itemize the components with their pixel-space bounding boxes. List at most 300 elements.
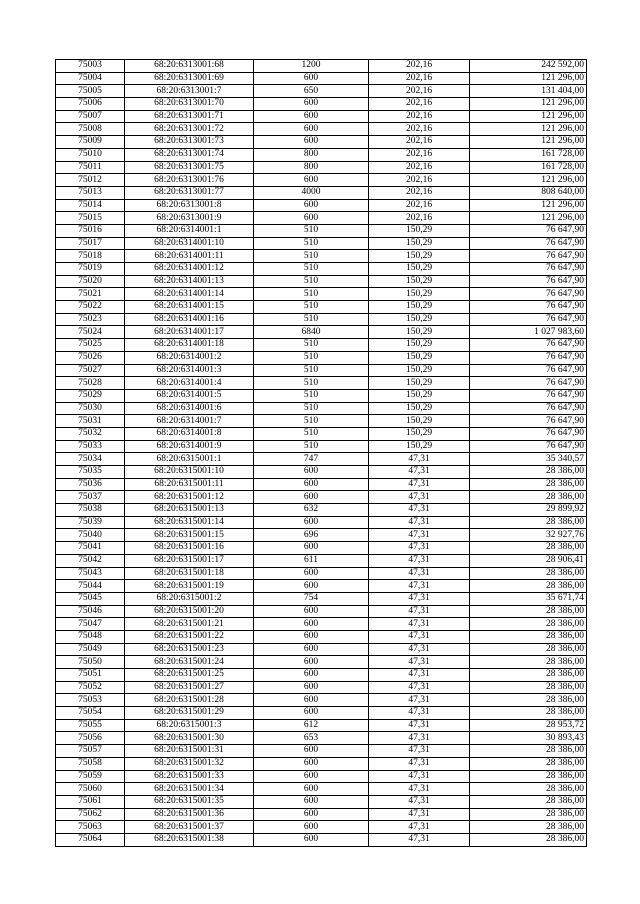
value-cell: 28 386,00 xyxy=(470,783,587,796)
table-row xyxy=(56,453,587,466)
table-row xyxy=(56,745,587,758)
table-row xyxy=(56,148,587,161)
rate-cell: 202,16 xyxy=(369,174,470,187)
rate-cell: 47,31 xyxy=(369,707,470,720)
rate-cell: 47,31 xyxy=(369,656,470,669)
value-cell: 28 386,00 xyxy=(470,491,587,504)
row-number-cell: 75053 xyxy=(56,694,125,707)
area-cell: 600 xyxy=(254,478,369,491)
area-cell: 600 xyxy=(254,656,369,669)
area-cell: 1200 xyxy=(254,60,369,73)
value-cell: 32 927,76 xyxy=(470,529,587,542)
cadastral-number-cell: 68:20:6315001:28 xyxy=(125,694,254,707)
rate-cell: 150,29 xyxy=(369,389,470,402)
table-row xyxy=(56,808,587,821)
value-cell: 131 404,00 xyxy=(470,85,587,98)
cadastral-number-cell: 68:20:6315001:3 xyxy=(125,719,254,732)
area-cell: 510 xyxy=(254,377,369,390)
area-cell: 747 xyxy=(254,453,369,466)
area-cell: 4000 xyxy=(254,186,369,199)
value-cell: 808 640,00 xyxy=(470,186,587,199)
value-cell: 28 386,00 xyxy=(470,466,587,479)
value-cell: 28 386,00 xyxy=(470,605,587,618)
rate-cell: 47,31 xyxy=(369,643,470,656)
value-cell: 121 296,00 xyxy=(470,98,587,111)
rate-cell: 47,31 xyxy=(369,719,470,732)
row-number-cell: 75030 xyxy=(56,402,125,415)
cadastral-number-cell: 68:20:6313001:75 xyxy=(125,161,254,174)
row-number-cell: 75032 xyxy=(56,427,125,440)
area-cell: 510 xyxy=(254,440,369,453)
row-number-cell: 75018 xyxy=(56,250,125,263)
area-cell: 600 xyxy=(254,212,369,225)
area-cell: 600 xyxy=(254,567,369,580)
value-cell: 76 647,90 xyxy=(470,377,587,390)
cadastral-number-cell: 68:20:6314001:3 xyxy=(125,364,254,377)
row-number-cell: 75044 xyxy=(56,580,125,593)
table-row xyxy=(56,72,587,85)
rate-cell: 47,31 xyxy=(369,681,470,694)
row-number-cell: 75043 xyxy=(56,567,125,580)
cadastral-number-cell: 68:20:6315001:18 xyxy=(125,567,254,580)
value-cell: 28 386,00 xyxy=(470,618,587,631)
cadastral-number-cell: 68:20:6315001:19 xyxy=(125,580,254,593)
cadastral-number-cell: 68:20:6315001:20 xyxy=(125,605,254,618)
area-cell: 600 xyxy=(254,110,369,123)
value-cell: 28 386,00 xyxy=(470,694,587,707)
table-row xyxy=(56,275,587,288)
cadastral-number-cell: 68:20:6315001:38 xyxy=(125,833,254,846)
cadastral-number-cell: 68:20:6314001:5 xyxy=(125,389,254,402)
row-number-cell: 75007 xyxy=(56,110,125,123)
table-row xyxy=(56,630,587,643)
cadastral-number-cell: 68:20:6315001:36 xyxy=(125,808,254,821)
row-number-cell: 75004 xyxy=(56,72,125,85)
row-number-cell: 75057 xyxy=(56,745,125,758)
table-row xyxy=(56,618,587,631)
row-number-cell: 75003 xyxy=(56,60,125,73)
value-cell: 121 296,00 xyxy=(470,199,587,212)
cadastral-number-cell: 68:20:6315001:10 xyxy=(125,466,254,479)
row-number-cell: 75036 xyxy=(56,478,125,491)
cadastral-number-cell: 68:20:6314001:1 xyxy=(125,224,254,237)
value-cell: 121 296,00 xyxy=(470,123,587,136)
value-cell: 28 386,00 xyxy=(470,630,587,643)
rate-cell: 150,29 xyxy=(369,224,470,237)
table-row xyxy=(56,770,587,783)
cadastral-number-cell: 68:20:6314001:8 xyxy=(125,427,254,440)
cadastral-number-cell: 68:20:6315001:22 xyxy=(125,630,254,643)
value-cell: 76 647,90 xyxy=(470,339,587,352)
value-cell: 35 671,74 xyxy=(470,592,587,605)
rate-cell: 202,16 xyxy=(369,123,470,136)
table-row xyxy=(56,656,587,669)
cadastral-number-cell: 68:20:6315001:34 xyxy=(125,783,254,796)
area-cell: 510 xyxy=(254,250,369,263)
rate-cell: 150,29 xyxy=(369,339,470,352)
table-row xyxy=(56,98,587,111)
value-cell: 161 728,00 xyxy=(470,148,587,161)
cadastral-number-cell: 68:20:6313001:9 xyxy=(125,212,254,225)
rate-cell: 150,29 xyxy=(369,326,470,339)
area-cell: 800 xyxy=(254,161,369,174)
table-row xyxy=(56,707,587,720)
cadastral-number-cell: 68:20:6315001:29 xyxy=(125,707,254,720)
rate-cell: 47,31 xyxy=(369,592,470,605)
rate-cell: 47,31 xyxy=(369,821,470,834)
row-number-cell: 75012 xyxy=(56,174,125,187)
table-row xyxy=(56,732,587,745)
value-cell: 28 906,41 xyxy=(470,554,587,567)
rate-cell: 47,31 xyxy=(369,618,470,631)
value-cell: 161 728,00 xyxy=(470,161,587,174)
row-number-cell: 75026 xyxy=(56,351,125,364)
table-row xyxy=(56,288,587,301)
row-number-cell: 75037 xyxy=(56,491,125,504)
table-row xyxy=(56,529,587,542)
value-cell: 28 386,00 xyxy=(470,567,587,580)
row-number-cell: 75025 xyxy=(56,339,125,352)
area-cell: 754 xyxy=(254,592,369,605)
value-cell: 76 647,90 xyxy=(470,364,587,377)
row-number-cell: 75016 xyxy=(56,224,125,237)
row-number-cell: 75014 xyxy=(56,199,125,212)
row-number-cell: 75040 xyxy=(56,529,125,542)
value-cell: 28 386,00 xyxy=(470,707,587,720)
value-cell: 28 386,00 xyxy=(470,757,587,770)
area-cell: 600 xyxy=(254,542,369,555)
cadastral-number-cell: 68:20:6315001:16 xyxy=(125,542,254,555)
area-cell: 600 xyxy=(254,808,369,821)
rate-cell: 150,29 xyxy=(369,402,470,415)
cadastral-number-cell: 68:20:6314001:6 xyxy=(125,402,254,415)
rate-cell: 47,31 xyxy=(369,580,470,593)
rate-cell: 47,31 xyxy=(369,529,470,542)
table-row xyxy=(56,186,587,199)
cadastral-number-cell: 68:20:6314001:11 xyxy=(125,250,254,263)
cadastral-number-cell: 68:20:6315001:11 xyxy=(125,478,254,491)
cadastral-number-cell: 68:20:6315001:25 xyxy=(125,669,254,682)
table-row xyxy=(56,833,587,846)
row-number-cell: 75042 xyxy=(56,554,125,567)
land-plot-table xyxy=(55,59,587,847)
rate-cell: 202,16 xyxy=(369,98,470,111)
area-cell: 600 xyxy=(254,199,369,212)
area-cell: 600 xyxy=(254,72,369,85)
row-number-cell: 75031 xyxy=(56,415,125,428)
value-cell: 76 647,90 xyxy=(470,224,587,237)
table-row xyxy=(56,263,587,276)
area-cell: 800 xyxy=(254,148,369,161)
value-cell: 76 647,90 xyxy=(470,275,587,288)
rate-cell: 202,16 xyxy=(369,110,470,123)
table-row xyxy=(56,669,587,682)
cadastral-number-cell: 68:20:6313001:71 xyxy=(125,110,254,123)
cadastral-number-cell: 68:20:6315001:32 xyxy=(125,757,254,770)
area-cell: 510 xyxy=(254,288,369,301)
table-row xyxy=(56,110,587,123)
value-cell: 1 027 983,60 xyxy=(470,326,587,339)
area-cell: 510 xyxy=(254,275,369,288)
value-cell: 28 386,00 xyxy=(470,770,587,783)
row-number-cell: 75048 xyxy=(56,630,125,643)
area-cell: 6840 xyxy=(254,326,369,339)
cadastral-number-cell: 68:20:6315001:15 xyxy=(125,529,254,542)
rate-cell: 47,31 xyxy=(369,783,470,796)
area-cell: 510 xyxy=(254,415,369,428)
cadastral-number-cell: 68:20:6315001:17 xyxy=(125,554,254,567)
area-cell: 600 xyxy=(254,491,369,504)
area-cell: 600 xyxy=(254,833,369,846)
cadastral-number-cell: 68:20:6314001:16 xyxy=(125,313,254,326)
value-cell: 121 296,00 xyxy=(470,72,587,85)
area-cell: 510 xyxy=(254,339,369,352)
table-row xyxy=(56,212,587,225)
area-cell: 510 xyxy=(254,389,369,402)
value-cell: 76 647,90 xyxy=(470,427,587,440)
row-number-cell: 75055 xyxy=(56,719,125,732)
table-row xyxy=(56,389,587,402)
rate-cell: 202,16 xyxy=(369,148,470,161)
area-cell: 510 xyxy=(254,301,369,314)
row-number-cell: 75051 xyxy=(56,669,125,682)
area-cell: 611 xyxy=(254,554,369,567)
rate-cell: 47,31 xyxy=(369,732,470,745)
cadastral-number-cell: 68:20:6315001:30 xyxy=(125,732,254,745)
row-number-cell: 75027 xyxy=(56,364,125,377)
area-cell: 650 xyxy=(254,85,369,98)
value-cell: 76 647,90 xyxy=(470,288,587,301)
row-number-cell: 75029 xyxy=(56,389,125,402)
cadastral-number-cell: 68:20:6314001:14 xyxy=(125,288,254,301)
rate-cell: 47,31 xyxy=(369,694,470,707)
area-cell: 600 xyxy=(254,795,369,808)
cadastral-number-cell: 68:20:6314001:4 xyxy=(125,377,254,390)
area-cell: 600 xyxy=(254,681,369,694)
area-cell: 600 xyxy=(254,745,369,758)
row-number-cell: 75047 xyxy=(56,618,125,631)
table-row xyxy=(56,326,587,339)
table-row xyxy=(56,605,587,618)
table-row xyxy=(56,542,587,555)
row-number-cell: 75039 xyxy=(56,516,125,529)
rate-cell: 150,29 xyxy=(369,313,470,326)
value-cell: 76 647,90 xyxy=(470,263,587,276)
area-cell: 600 xyxy=(254,580,369,593)
rate-cell: 202,16 xyxy=(369,186,470,199)
cadastral-number-cell: 68:20:6314001:18 xyxy=(125,339,254,352)
table-row xyxy=(56,592,587,605)
table-row xyxy=(56,491,587,504)
value-cell: 29 899,92 xyxy=(470,504,587,517)
table-row xyxy=(56,681,587,694)
table-row xyxy=(56,821,587,834)
rate-cell: 47,31 xyxy=(369,795,470,808)
table-row xyxy=(56,301,587,314)
table-row xyxy=(56,580,587,593)
value-cell: 76 647,90 xyxy=(470,250,587,263)
cadastral-number-cell: 68:20:6314001:10 xyxy=(125,237,254,250)
table-row xyxy=(56,60,587,73)
cadastral-number-cell: 68:20:6314001:17 xyxy=(125,326,254,339)
area-cell: 600 xyxy=(254,98,369,111)
rate-cell: 47,31 xyxy=(369,757,470,770)
value-cell: 121 296,00 xyxy=(470,136,587,149)
cadastral-number-cell: 68:20:6314001:15 xyxy=(125,301,254,314)
row-number-cell: 75059 xyxy=(56,770,125,783)
area-cell: 510 xyxy=(254,224,369,237)
area-cell: 600 xyxy=(254,821,369,834)
table-row xyxy=(56,136,587,149)
table-row xyxy=(56,364,587,377)
area-cell: 600 xyxy=(254,630,369,643)
table-row xyxy=(56,466,587,479)
table-row xyxy=(56,85,587,98)
area-cell: 510 xyxy=(254,237,369,250)
area-cell: 600 xyxy=(254,466,369,479)
rate-cell: 202,16 xyxy=(369,161,470,174)
table-row xyxy=(56,250,587,263)
row-number-cell: 75010 xyxy=(56,148,125,161)
area-cell: 510 xyxy=(254,313,369,326)
row-number-cell: 75062 xyxy=(56,808,125,821)
cadastral-number-cell: 68:20:6315001:23 xyxy=(125,643,254,656)
rate-cell: 150,29 xyxy=(369,275,470,288)
value-cell: 28 386,00 xyxy=(470,795,587,808)
rate-cell: 150,29 xyxy=(369,250,470,263)
table-row xyxy=(56,351,587,364)
cadastral-number-cell: 68:20:6315001:35 xyxy=(125,795,254,808)
rate-cell: 202,16 xyxy=(369,199,470,212)
value-cell: 28 386,00 xyxy=(470,745,587,758)
value-cell: 76 647,90 xyxy=(470,440,587,453)
area-cell: 600 xyxy=(254,770,369,783)
row-number-cell: 75017 xyxy=(56,237,125,250)
rate-cell: 202,16 xyxy=(369,72,470,85)
table-row xyxy=(56,415,587,428)
cadastral-number-cell: 68:20:6314001:12 xyxy=(125,263,254,276)
row-number-cell: 75005 xyxy=(56,85,125,98)
row-number-cell: 75024 xyxy=(56,326,125,339)
value-cell: 76 647,90 xyxy=(470,402,587,415)
table-row xyxy=(56,694,587,707)
table-row xyxy=(56,161,587,174)
cadastral-number-cell: 68:20:6315001:13 xyxy=(125,504,254,517)
row-number-cell: 75015 xyxy=(56,212,125,225)
cadastral-number-cell: 68:20:6313001:73 xyxy=(125,136,254,149)
rate-cell: 202,16 xyxy=(369,85,470,98)
value-cell: 30 893,43 xyxy=(470,732,587,745)
area-cell: 600 xyxy=(254,516,369,529)
value-cell: 28 386,00 xyxy=(470,643,587,656)
rate-cell: 47,31 xyxy=(369,605,470,618)
area-cell: 600 xyxy=(254,707,369,720)
table-body xyxy=(56,60,587,847)
row-number-cell: 75008 xyxy=(56,123,125,136)
table-row xyxy=(56,313,587,326)
area-cell: 600 xyxy=(254,643,369,656)
cadastral-number-cell: 68:20:6315001:37 xyxy=(125,821,254,834)
value-cell: 121 296,00 xyxy=(470,174,587,187)
row-number-cell: 75056 xyxy=(56,732,125,745)
area-cell: 510 xyxy=(254,364,369,377)
rate-cell: 202,16 xyxy=(369,60,470,73)
cadastral-number-cell: 68:20:6313001:69 xyxy=(125,72,254,85)
table-row xyxy=(56,719,587,732)
row-number-cell: 75020 xyxy=(56,275,125,288)
cadastral-number-cell: 68:20:6315001:24 xyxy=(125,656,254,669)
cadastral-number-cell: 68:20:6315001:33 xyxy=(125,770,254,783)
row-number-cell: 75022 xyxy=(56,301,125,314)
area-cell: 600 xyxy=(254,618,369,631)
row-number-cell: 75054 xyxy=(56,707,125,720)
cadastral-number-cell: 68:20:6314001:2 xyxy=(125,351,254,364)
table-row xyxy=(56,643,587,656)
value-cell: 28 386,00 xyxy=(470,681,587,694)
area-cell: 600 xyxy=(254,757,369,770)
rate-cell: 47,31 xyxy=(369,808,470,821)
rate-cell: 47,31 xyxy=(369,478,470,491)
row-number-cell: 75034 xyxy=(56,453,125,466)
table-row xyxy=(56,516,587,529)
value-cell: 76 647,90 xyxy=(470,313,587,326)
cadastral-number-cell: 68:20:6313001:68 xyxy=(125,60,254,73)
value-cell: 76 647,90 xyxy=(470,351,587,364)
value-cell: 242 592,00 xyxy=(470,60,587,73)
row-number-cell: 75011 xyxy=(56,161,125,174)
cadastral-number-cell: 68:20:6315001:27 xyxy=(125,681,254,694)
value-cell: 76 647,90 xyxy=(470,301,587,314)
cadastral-number-cell: 68:20:6314001:13 xyxy=(125,275,254,288)
table-row xyxy=(56,377,587,390)
rate-cell: 150,29 xyxy=(369,364,470,377)
value-cell: 76 647,90 xyxy=(470,415,587,428)
table-row xyxy=(56,339,587,352)
area-cell: 653 xyxy=(254,732,369,745)
row-number-cell: 75045 xyxy=(56,592,125,605)
value-cell: 121 296,00 xyxy=(470,212,587,225)
rate-cell: 47,31 xyxy=(369,745,470,758)
value-cell: 28 386,00 xyxy=(470,669,587,682)
row-number-cell: 75041 xyxy=(56,542,125,555)
area-cell: 510 xyxy=(254,351,369,364)
row-number-cell: 75006 xyxy=(56,98,125,111)
row-number-cell: 75046 xyxy=(56,605,125,618)
rate-cell: 47,31 xyxy=(369,491,470,504)
rate-cell: 202,16 xyxy=(369,136,470,149)
rate-cell: 47,31 xyxy=(369,504,470,517)
rate-cell: 150,29 xyxy=(369,263,470,276)
rate-cell: 47,31 xyxy=(369,516,470,529)
value-cell: 76 647,90 xyxy=(470,389,587,402)
cadastral-number-cell: 68:20:6313001:77 xyxy=(125,186,254,199)
value-cell: 28 386,00 xyxy=(470,833,587,846)
value-cell: 28 386,00 xyxy=(470,821,587,834)
cadastral-number-cell: 68:20:6314001:9 xyxy=(125,440,254,453)
table-row xyxy=(56,224,587,237)
row-number-cell: 75050 xyxy=(56,656,125,669)
cadastral-number-cell: 68:20:6313001:72 xyxy=(125,123,254,136)
rate-cell: 47,31 xyxy=(369,567,470,580)
rate-cell: 202,16 xyxy=(369,212,470,225)
value-cell: 76 647,90 xyxy=(470,237,587,250)
table-row xyxy=(56,757,587,770)
area-cell: 600 xyxy=(254,123,369,136)
value-cell: 28 386,00 xyxy=(470,808,587,821)
area-cell: 696 xyxy=(254,529,369,542)
value-cell: 28 386,00 xyxy=(470,656,587,669)
area-cell: 510 xyxy=(254,427,369,440)
